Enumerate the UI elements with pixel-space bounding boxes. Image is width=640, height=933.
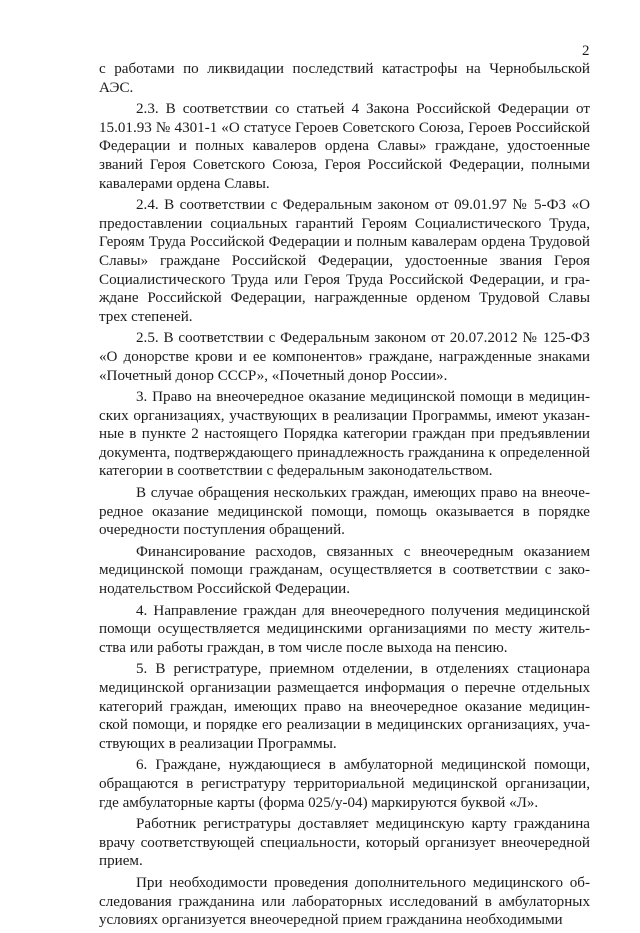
paragraph-4: 4. Направление граждан для внеочередного получения медицинской помощи осуществляется медицинскими организациями по месту жительства или работы граждан, в том числе после выхода на пенсию. xyxy=(99,602,590,656)
page-number: 2 xyxy=(582,43,590,59)
paragraph-2-4: 2.4. В соответствии с Федеральным законом от 09.01.97 № 5-ФЗ «О предоставлении социальных гарантий Героям Социалистического Труда, Героям Труда Российской Федерации и полным кавалерам ордена Трудовой Славы» граждане Российской Федерации, удостоенные звания Героя Социалистического Труда или Героя Труда Российской Федерации, и граждане Российской Федерации, награжденные орденом Трудовой Славы трех степеней. xyxy=(99,197,590,325)
paragraph-multiple-requests: В случае обращения нескольких граждан, имеющих право на внеочередное оказание медицинской помощи, помощь оказывается в порядке очередности поступления обращений. xyxy=(99,485,590,539)
paragraph-2-5: 2.5. В соответствии с Федеральным законом от 20.07.2012 № 125-ФЗ «О донорстве крови и ее компонентов» граждане, награжденные знаками «Почетный донор СССР», «Почетный донор России». xyxy=(99,330,590,384)
paragraph-2-3: 2.3. В соответствии со статьей 4 Закона Российской Федерации от 15.01.93 № 4301-1 «О статусе Героев Советского Союза, Героев Российской Федерации и полных кавалеров ордена Славы» граждане, удостоенные званий Героя Советского Союза, Героя Российской Федерации, полными кавалерами ордена Славы. xyxy=(99,101,590,192)
paragraph-financing: Финансирование расходов, связанных с внеочередным оказанием медицинской помощи гражданам, осуществляется в соответствии с законодательством Российской Федерации. xyxy=(99,543,590,598)
paragraph-additional-exam: При необходимости проведения дополнительного медицинского обследования гражданина или лабораторных исследований в амбулаторных условиях организуется внеочередной прием гражданина необходимыми xyxy=(99,874,590,929)
paragraph-registry-worker: Работник регистратуры доставляет медицинскую карту гражданина врачу соответствующей специальности, который организует внеочередной прием. xyxy=(99,816,590,870)
paragraph-5: 5. В регистратуре, приемном отделении, в отделениях стационара медицинской организации размещается информация о перечне отдельных категорий граждан, имеющих право на внеочередное оказание медицинской помощи, и порядке его реализации в медицинских организациях, участвующих в реализации Программы. xyxy=(99,661,590,752)
document-body xyxy=(99,60,590,933)
paragraph-3: 3. Право на внеочередное оказание медицинской помощи в медицинских организациях, участвующих в реализации Программы, имеют указанные в пункте 2 настоящего Порядка категории граждан при предъявлении документа, подтверждающего принадлежность гражданина к определенной категории в соответствии с федеральным законодательством. xyxy=(99,389,590,480)
paragraph-continuation: с работами по ликвидации последствий катастрофы на Чернобыльской АЭС. xyxy=(99,61,590,96)
paragraph-6: 6. Граждане, нуждающиеся в амбулаторной медицинской помощи, обращаются в регистратуру территориальной медицинской организации, где амбулаторные карты (форма 025/у-04) маркируются буквой «Л». xyxy=(99,757,590,811)
